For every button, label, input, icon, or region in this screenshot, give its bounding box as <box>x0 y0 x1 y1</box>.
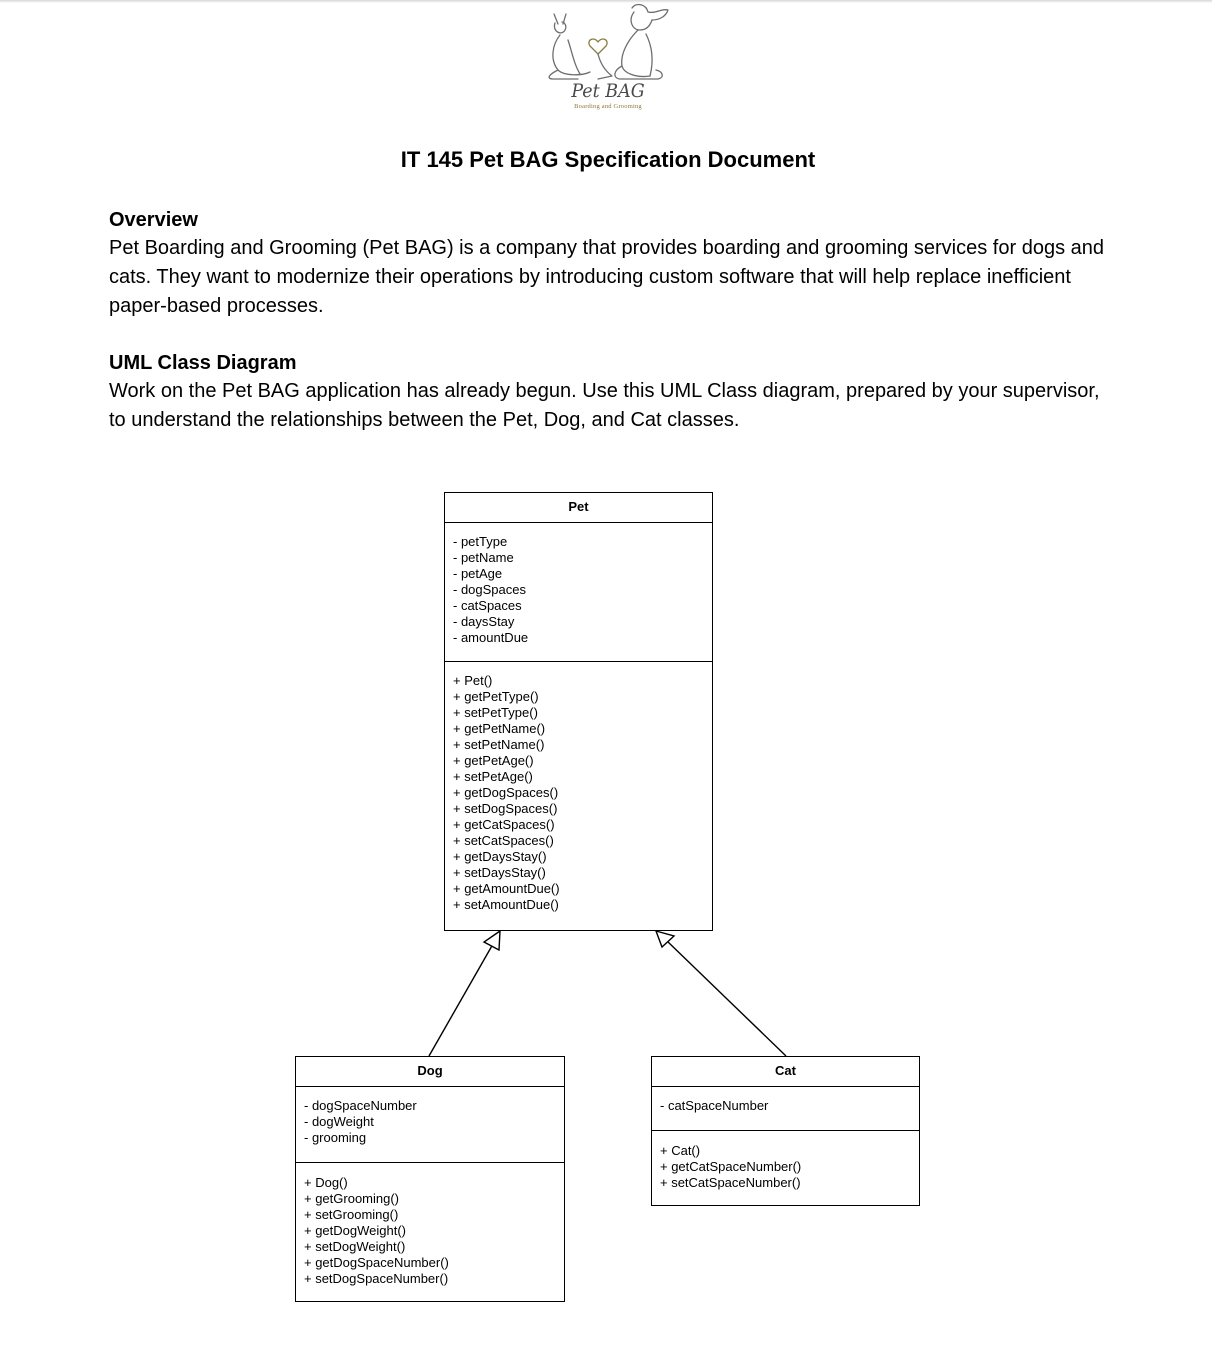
dog-method: + setGrooming() <box>304 1207 399 1222</box>
pet-method: + getAmountDue() <box>453 881 560 896</box>
pet-method: + setDogSpaces() <box>453 801 558 816</box>
pet-class-name: Pet <box>445 493 712 523</box>
dog-attribute: - grooming <box>304 1130 367 1145</box>
pet-method: + setDaysStay() <box>453 865 546 880</box>
dog-methods <box>296 1163 564 1287</box>
pet-methods <box>445 662 712 913</box>
logo-subtitle: Boarding and Grooming <box>574 103 642 110</box>
dog-method: + setDogWeight() <box>304 1239 406 1254</box>
overview-heading: Overview <box>109 209 198 231</box>
pet-attribute: - daysStay <box>453 614 515 629</box>
pet-attribute: - petName <box>453 550 514 565</box>
dog-method: + getDogWeight() <box>304 1223 407 1238</box>
pet-method: + getDaysStay() <box>453 849 547 864</box>
dog-class-name: Dog <box>296 1057 564 1087</box>
pet-method: + setPetAge() <box>453 769 533 784</box>
overview-text: Pet Boarding and Grooming (Pet BAG) is a company that provides boarding and grooming services for dogs and cats. They want to modernize their operations by introducing custom software that will help replace inefficient paper-based processes. <box>109 237 1104 317</box>
uml-text: Work on the Pet BAG application has already begun. Use this UML Class diagram, prepared by your supervisor, to understand the relationships between the Pet, Dog, and Cat classes. <box>109 380 1100 431</box>
cat-inheritance-line <box>667 941 786 1056</box>
pet-attribute: - dogSpaces <box>453 582 526 597</box>
pet-attributes <box>445 523 712 662</box>
dog-inheritance-line <box>429 944 493 1056</box>
logo-title: Pet BAG <box>571 80 645 102</box>
pet-attribute: - petType <box>453 534 508 549</box>
pet-attribute: - amountDue <box>453 630 529 645</box>
pet-method: + getPetType() <box>453 689 539 704</box>
pet-attribute: - catSpaces <box>453 598 522 613</box>
pet-attribute: - petAge <box>453 566 503 581</box>
dog-attributes <box>296 1087 564 1163</box>
cat-method: + setCatSpaceNumber() <box>660 1175 801 1190</box>
cat-method: + Cat() <box>660 1143 701 1158</box>
cat-attribute: - catSpaceNumber <box>660 1098 769 1113</box>
dog-method: + Dog() <box>304 1175 348 1190</box>
uml-heading: UML Class Diagram <box>109 352 297 374</box>
pet-method: + setPetType() <box>453 705 538 720</box>
dog-attribute: - dogWeight <box>304 1114 374 1129</box>
pet-method: + setCatSpaces() <box>453 833 554 848</box>
pet-method: + setAmountDue() <box>453 897 559 912</box>
dog-method: + getDogSpaceNumber() <box>304 1255 449 1270</box>
pet-method: + Pet() <box>453 673 493 688</box>
pet-method: + getDogSpaces() <box>453 785 559 800</box>
pet-method: + getCatSpaces() <box>453 817 555 832</box>
dog-method: + setDogSpaceNumber() <box>304 1271 449 1286</box>
pet-method: + getPetAge() <box>453 753 534 768</box>
cat-class-name: Cat <box>652 1057 919 1087</box>
cat-class-box <box>651 1056 920 1206</box>
cat-method: + getCatSpaceNumber() <box>660 1159 802 1174</box>
dog-attribute: - dogSpaceNumber <box>304 1098 417 1113</box>
dog-method: + getGrooming() <box>304 1191 400 1206</box>
pet-method: + setPetName() <box>453 737 545 752</box>
cat-attributes <box>652 1087 919 1131</box>
pet-class-box <box>444 492 713 931</box>
pet-method: + getPetName() <box>453 721 546 736</box>
cat-methods <box>652 1131 919 1191</box>
dog-class-box <box>295 1056 565 1302</box>
document-title: IT 145 Pet BAG Specification Document <box>400 147 816 172</box>
